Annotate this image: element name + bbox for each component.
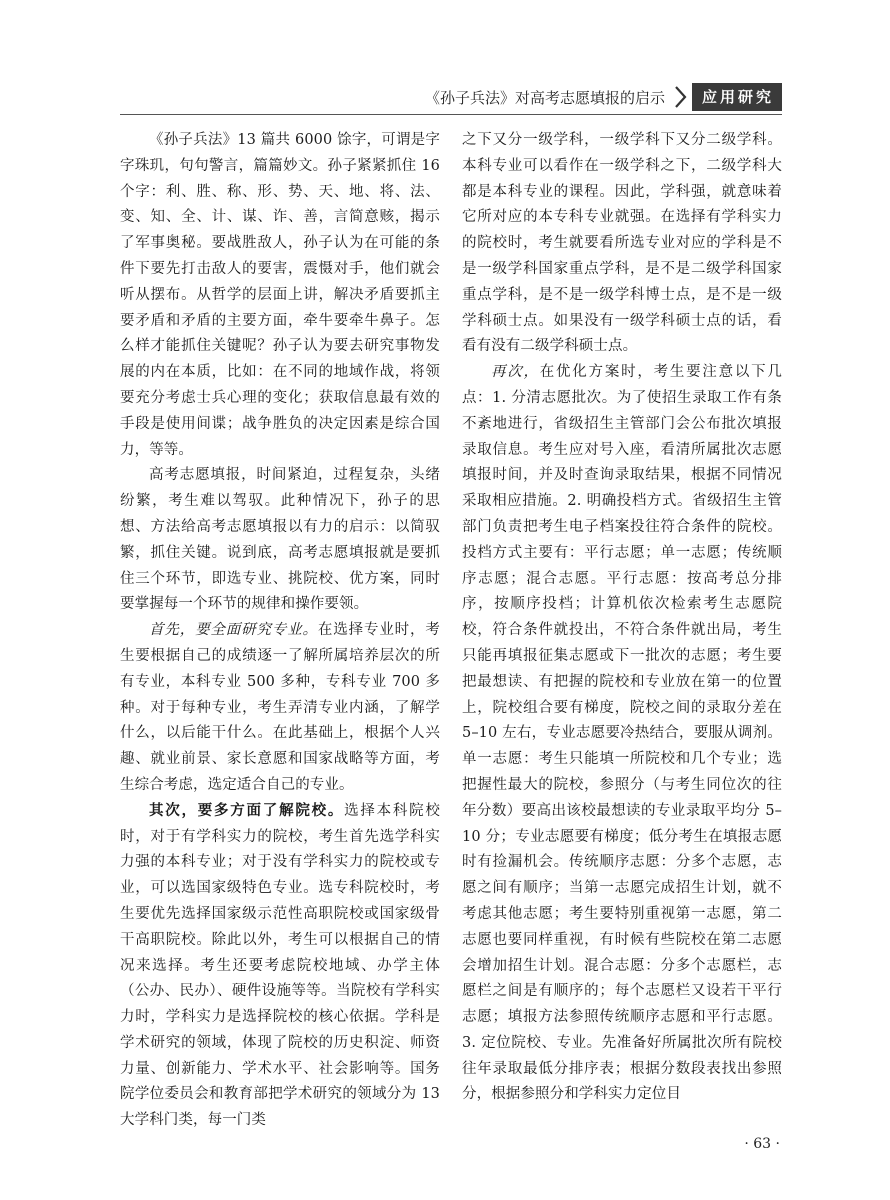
paragraph — [120, 799, 440, 1134]
right-column — [462, 128, 782, 1108]
paragraph-body: 在选择专业时，考生要根据自己的成绩逐一了解所属培养层次的所有专业，本科专业 500 多种，专科专业 700 多种。对于每种专业，考生弄清专业内涵，了解学什么，以后能干什么。在此基础上，根据个人兴趣、就业前景、家长意愿和国家战略等方面，考生综合考虑，选定适合自己的专业。 — [120, 622, 440, 793]
page-number: · 63 · — [744, 1136, 780, 1152]
paragraph-lead: 首先，要全面研究专业。 — [149, 622, 318, 639]
paragraph — [462, 360, 782, 1108]
left-column — [120, 128, 440, 1134]
paragraph-lead: 再次， — [491, 364, 540, 381]
paragraph-lead: 其次，要多方面了解院校。 — [149, 802, 345, 819]
header-article-title: 《孙子兵法》对高考志愿填报的启示 — [424, 88, 665, 107]
header-section-label: 应用研究 — [692, 83, 782, 111]
paragraph: 高考志愿填报，时间紧迫，过程复杂，头绪纷繁，考生难以驾驭。此种情况下，孙子的思想、方法给高考志愿填报以有力的启示：以简驭繁，抓住关键。说到底，高考志愿填报就是要抓住三个环节，即选专业、挑院校、优方案，同时要掌握每一个环节的规律和操作要领。 — [120, 467, 440, 613]
paragraph-body: 在优化方案时，考生要注意以下几点：1. 分清志愿批次。为了使招生录取工作有条不紊地进行，省级招生主管部门会公布批次填报录取信息。考生应对号入座，看清所属批次志愿填报时间，并及时查询录取结果，根据不同情况采取相应措施。2. 明确投档方式。省级招生主管部门负责把考生电子档案投往符合条件的院校。投档方式主要有：平行志愿；单一志愿；传统顺序志愿；混合志愿。平行志愿：按高考总分排序，按顺序投档；计算机依次检索考生志愿院校，符合条件就投出，不符合条件就出局，考生只能再填报征集志愿或下一批次的志愿；考生要把最想读、有把握的院校和专业放在第一的位置上，院校组合要有梯度，院校之间的录取分差在 5–10 左右，专业志愿要冷热结合，要服从调剂。单一志愿：考生只能填一所院校和几个专业；选把握性最大的院校，参照分（与考生同位次的往年分数）要高出该校最想读的专业录取平均分 5–10 分；专业志愿要有梯度；低分考生在填报志愿时有捡漏机会。传统顺序志愿：分多个志愿，志愿之间有顺序；当第一志愿完成招生计划，就不考虑其他志愿；考生要特别重视第一志愿，第二志愿也要同样重视，有时候有些院校在第二志愿会增加招生计划。混合志愿：分多个志愿栏，志愿栏之间是有顺序的；每个志愿栏又设若干平行志愿；填报方法参照传统顺序志愿和平行志愿。3. 定位院校、专业。先准备好所属批次所有院校往年录取最低分排序表；根据分数段表找出参照分，根据参照分和学科实力定位目 — [462, 364, 782, 1103]
chevron-right-icon — [673, 84, 689, 110]
running-header — [120, 82, 782, 112]
paragraph: 之下又分一级学科，一级学科下又分二级学科。本科专业可以看作在一级学科之下，二级学科大都是本科专业的课程。因此，学科强，就意味着它所对应的本专科专业就强。在选择有学科实力的院校时，考生就要看所选专业对应的学科是不是一级学科国家重点学科，是不是二级学科国家重点学科，是不是一级学科博士点，是不是一级学科硕士点。如果没有一级学科硕士点的话，看看有没有二级学科硕士点。 — [462, 132, 782, 355]
paragraph-body: 选择本科院校时，对于有学科实力的院校，考生首先选学科实力强的本科专业；对于没有学科实力的院校或专业，可以选国家级特色专业。选专科院校时，考生要优先选择国家级示范性高职院校或国家级骨干高职院校。除此以外，考生可以根据自己的情况来选择。考生还要考虑院校地域、办学主体（公办、民办）、硬件设施等等。当院校有学科实力时，学科实力是选择院校的核心依据。学科是学术研究的领域，体现了院校的历史积淀、师资力量、创新能力、学术水平、社会影响等。国务院学位委员会和教育部把学术研究的领域分为 13 大学科门类，每一门类 — [120, 802, 440, 1129]
paragraph: 《孙子兵法》13 篇共 6000 馀字，可谓是字字珠玑，句句警言，篇篇妙文。孙子紧紧抓住 16 个字：利、胜、称、形、势、天、地、将、法、变、知、全、计、谋、诈、善，言简意赅，揭示了军事奥秘。要战胜敌人，孙子认为在可能的条件下要先打击敌人的要害，震慑对手，他们就会听从摆布。从哲学的层面上讲，解决矛盾要抓主要矛盾和矛盾的主要方面，牵牛要牵牛鼻子。怎么样才能抓住关键呢？孙子认为要去研究事物发展的内在本质，比如：在不同的地域作战，将领要充分考虑士兵心理的变化；获取信息最有效的手段是使用间谍；战争胜负的决定因素是综合国力，等等。 — [120, 132, 440, 458]
paragraph — [120, 618, 440, 799]
header-rule — [120, 114, 782, 115]
